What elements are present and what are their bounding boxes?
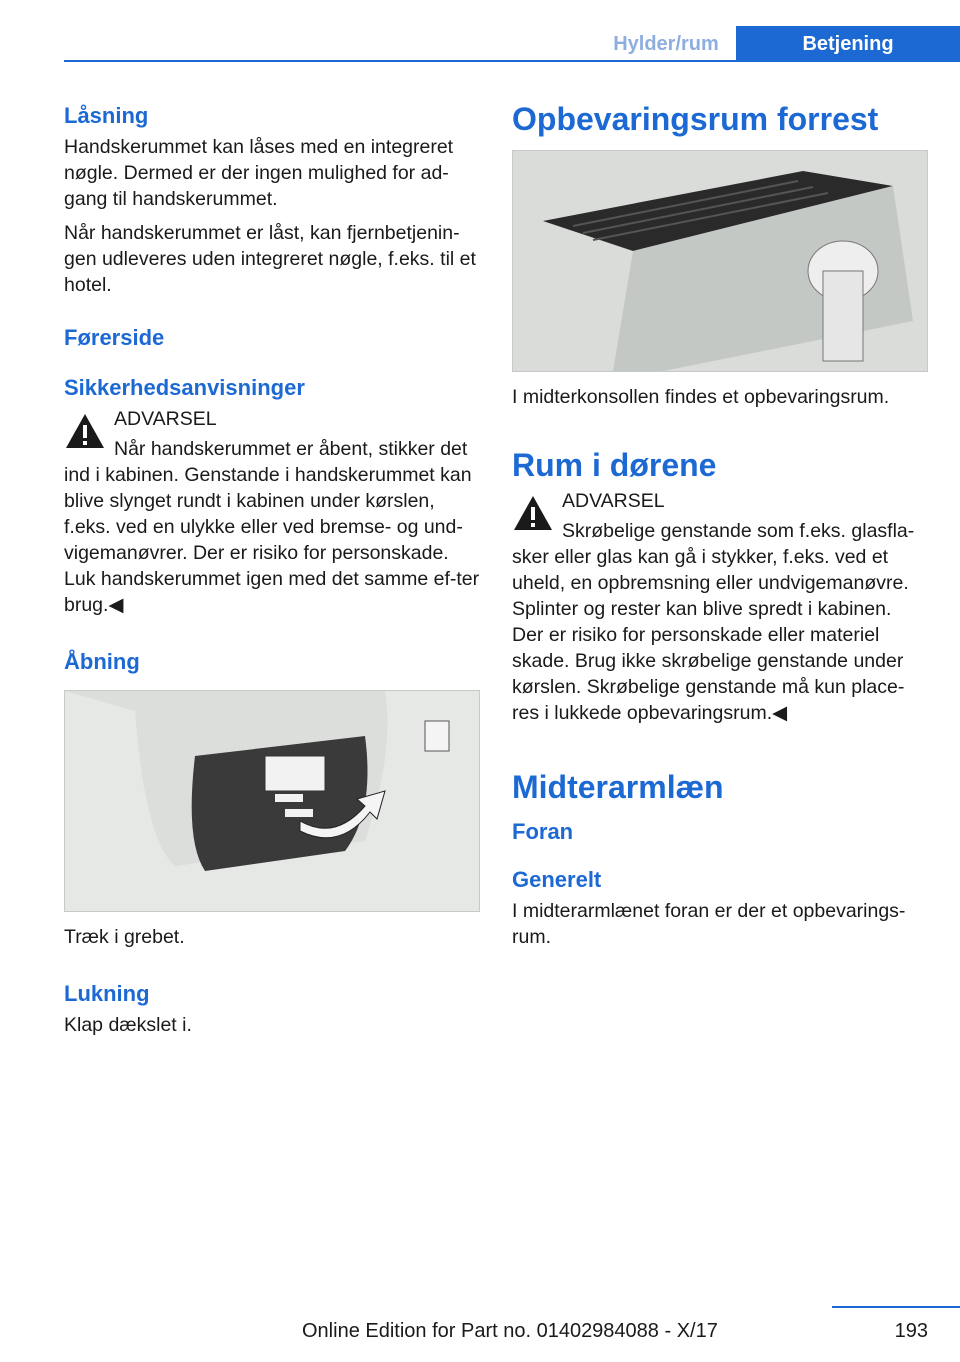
door-warning-block <box>512 488 928 726</box>
warning-icon <box>512 494 554 532</box>
door-storage-heading: Rum i dørene <box>512 447 717 483</box>
warning-text: Når handskerummet er åbent, stikker det ind i kabinen. Genstande i handskerummet kan blive slynget rundt i kabinen under kørslen, f.eks. ved en ulykke eller ved bremse- og und-vigemanøvrer. Der er risiko for personskade. Luk handskerummet igen med det samme ef-ter brug.◀ <box>64 438 480 616</box>
armrest-heading: Midterarmlæn <box>512 769 724 805</box>
warning-label: ADVARSEL <box>114 408 217 430</box>
safety-heading: Sikkerhedsanvisninger <box>64 375 305 400</box>
header-rule <box>64 60 960 62</box>
warning-block <box>64 406 480 618</box>
front-storage-heading: Opbevaringsrum forrest <box>512 101 879 137</box>
locking-heading: Låsning <box>64 103 149 128</box>
locking-paragraph-1: Handskerummet kan låses med en integreret nøgle. Dermed er der ingen mulighed for ad-gang til handskerummet. <box>64 136 454 210</box>
footer-rule <box>832 1306 960 1308</box>
left-column <box>64 100 480 1046</box>
closing-text: Klap dækslet i. <box>64 1014 192 1036</box>
chapter-tab[interactable]: Betjening <box>736 26 960 62</box>
warning-text: Skrøbelige genstande som f.eks. glasfla-sker eller glas kan gå i stykker, f.eks. ved et uheld, en opbremsning eller undvigemanøvre. Splinter og rester kan blive spredt i kabinen. Der er risiko for personskade eller materiel skade. Brug ikke skrøbelige genstande under kørslen. Skrøbelige genstande må kun place-res i lukkede opbevaringsrum.◀ <box>512 520 915 724</box>
front-subheading: Foran <box>512 819 574 844</box>
warning-label: ADVARSEL <box>562 490 665 512</box>
general-text: I midterarmlænet foran er der et opbevarings-rum. <box>512 900 906 948</box>
right-column <box>512 100 928 958</box>
page-header <box>64 0 960 62</box>
opening-heading: Åbning <box>64 649 140 674</box>
glovebox-illustration <box>64 690 480 912</box>
console-drawing <box>513 151 927 371</box>
page-number: 193 <box>894 1320 928 1342</box>
section-tab[interactable]: Hylder/rum <box>613 33 719 55</box>
driver-side-heading: Førerside <box>64 325 165 350</box>
locking-paragraph-2: Når handskerummet er låst, kan fjernbetjenin-gen udleveres uden integreret nøgle, f.eks. til et hotel. <box>64 222 476 296</box>
opening-caption: Træk i grebet. <box>64 926 185 948</box>
front-storage-caption: I midterkonsollen findes et opbevaringsrum. <box>512 386 890 408</box>
general-heading: Generelt <box>512 867 602 892</box>
warning-icon <box>64 412 106 450</box>
glovebox-handle-drawing <box>65 691 479 911</box>
edition-note: Online Edition for Part no. 01402984088 - X/17 <box>302 1320 718 1342</box>
console-storage-illustration <box>512 150 928 372</box>
closing-heading: Lukning <box>64 981 150 1006</box>
